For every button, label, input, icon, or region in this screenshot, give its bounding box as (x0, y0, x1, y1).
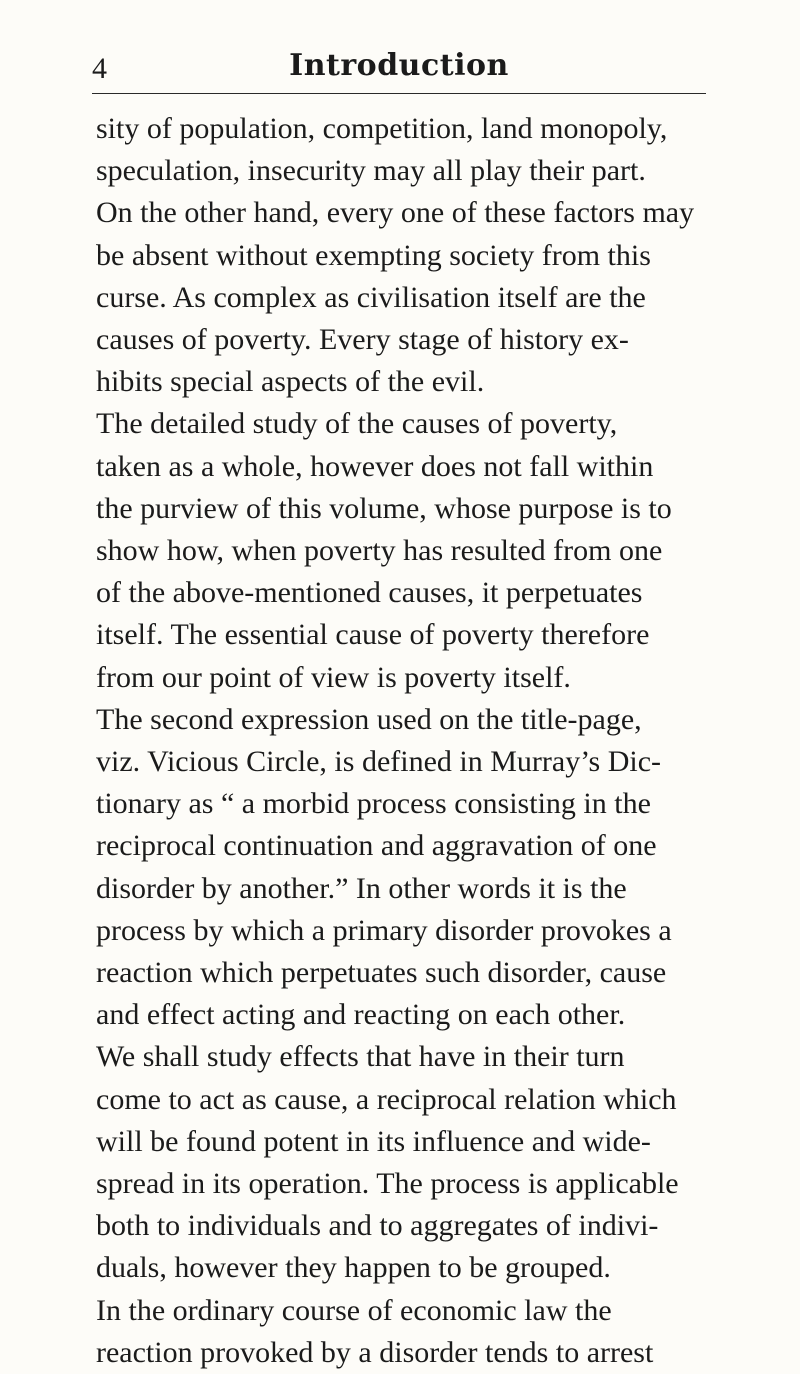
header-rule (92, 93, 706, 94)
text-line: We shall study effects that have in their turn (96, 1040, 625, 1074)
body-text (96, 108, 708, 1374)
text-line: causes of poverty. Every stage of history ex- (96, 323, 629, 357)
text-line: curse. As complex as civilisation itself are the (96, 280, 646, 314)
text-line: The second expression used on the title-page, (96, 702, 642, 736)
text-line: reciprocal continuation and aggravation of one (96, 829, 657, 863)
page-header (92, 48, 706, 92)
text-line: hibits special aspects of the evil. (96, 365, 485, 399)
text-line: both to individuals and to aggregates of indivi- (96, 1209, 659, 1243)
text-line: spread in its operation. The process is applicable (96, 1167, 679, 1201)
text-line: viz. Vicious Circle, is defined in Murray’s Dic- (96, 745, 662, 779)
text-line: reaction which perpetuates such disorder, cause (96, 956, 667, 990)
text-line: from our point of view is poverty itself. (96, 660, 571, 694)
text-line: taken as a whole, however does not fall within (96, 449, 654, 483)
text-line: On the other hand, every one of these factors may (96, 196, 695, 230)
text-line: duals, however they happen to be grouped. (96, 1251, 611, 1285)
text-line: sity of population, competition, land monopoly, (96, 112, 668, 145)
text-line: itself. The essential cause of poverty therefore (96, 618, 650, 652)
text-line: speculation, insecurity may all play their part. (96, 154, 646, 188)
page-number: 4 (92, 52, 107, 85)
text-line: of the above-mentioned causes, it perpetuates (96, 576, 643, 610)
text-line: be absent without exempting society from this (96, 238, 651, 272)
running-head: Introduction (289, 48, 509, 83)
text-line: show how, when poverty has resulted from one (96, 534, 663, 568)
text-line: process by which a primary disorder provokes a (96, 913, 672, 947)
text-line: reaction provoked by a disorder tends to arrest (96, 1335, 654, 1369)
text-line: In the ordinary course of economic law the (96, 1293, 612, 1327)
text-line: The detailed study of the causes of poverty, (96, 407, 618, 441)
text-line: the purview of this volume, whose purpose is to (96, 491, 672, 525)
text-line: will be found potent in its influence and wide- (96, 1124, 651, 1158)
text-line: and effect acting and reacting on each other. (96, 998, 626, 1032)
text-line: tionary as “ a morbid process consisting in the (96, 787, 651, 821)
text-line: come to act as cause, a reciprocal relation which (96, 1082, 677, 1116)
text-line: disorder by another.” In other words it is the (96, 871, 627, 905)
